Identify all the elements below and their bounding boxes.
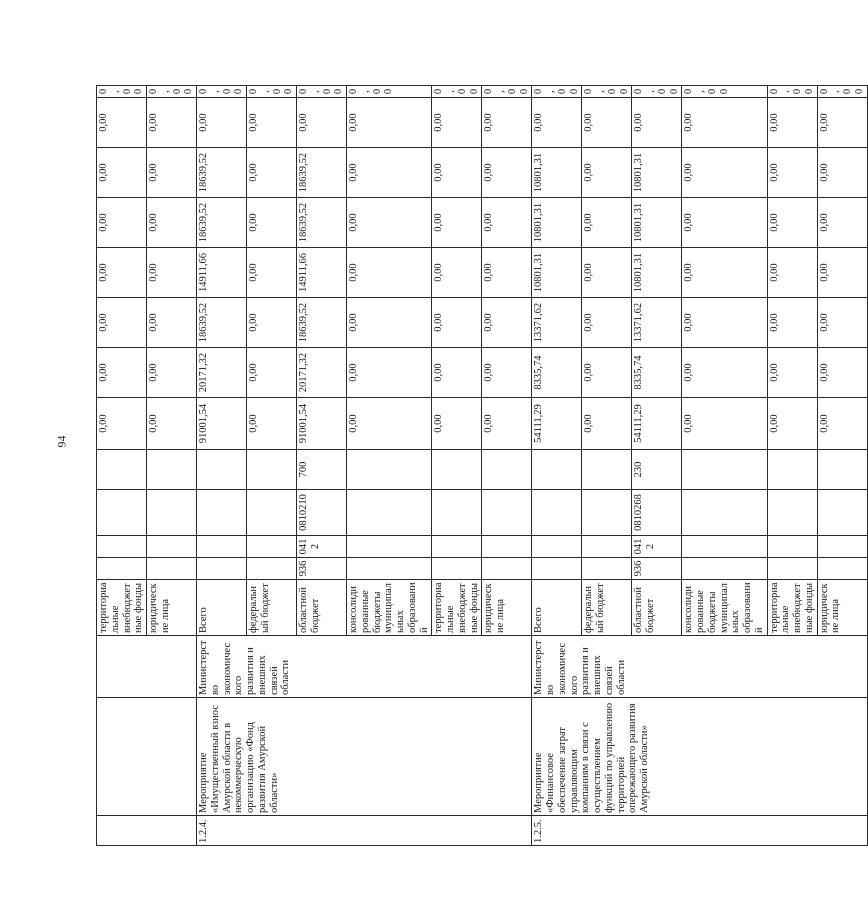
table-row	[97, 86, 147, 846]
value-cell: 0,00	[817, 298, 867, 348]
vr-cell	[347, 450, 432, 490]
value-cell: 0,00	[247, 148, 297, 198]
value-cell: 0,00	[147, 348, 197, 398]
value-cell: 0,00	[347, 248, 432, 298]
value-cell: 0,00	[147, 298, 197, 348]
value-cell: 0,00	[632, 86, 682, 98]
value-cell: 0,00	[682, 86, 767, 98]
value-cell: 0,00	[147, 398, 197, 450]
rz-pr-cell	[582, 536, 632, 558]
csr-cell	[482, 490, 532, 536]
rz-pr-cell: 0412	[297, 536, 347, 558]
value-cell: 0,00	[432, 198, 482, 248]
value-cell: 0,00	[432, 148, 482, 198]
csr-cell	[582, 490, 632, 536]
rz-pr-cell	[347, 536, 432, 558]
funding-source-cell: юридические лица	[147, 580, 197, 636]
vr-cell: 230	[632, 450, 682, 490]
value-cell: 0,00	[582, 348, 632, 398]
value-cell: 0,00	[682, 398, 767, 450]
csr-cell	[97, 490, 147, 536]
value-cell: 0,00	[482, 148, 532, 198]
value-cell: 0,00	[817, 398, 867, 450]
value-cell: 0,00	[817, 198, 867, 248]
value-cell: 14911,66	[197, 248, 247, 298]
value-cell: 54111,29	[632, 398, 682, 450]
value-cell: 18639,52	[197, 148, 247, 198]
vr-cell	[582, 450, 632, 490]
rz-pr-cell	[532, 536, 582, 558]
value-cell: 0,00	[482, 348, 532, 398]
csr-cell	[147, 490, 197, 536]
rz-pr-cell	[767, 536, 817, 558]
value-cell: 10801,31	[532, 148, 582, 198]
vr-cell	[682, 450, 767, 490]
grbs-cell	[247, 558, 297, 580]
funding-source-cell: консолидированные бюджеты муниципальных образований	[347, 580, 432, 636]
row-number-cell: 1.2.5.	[532, 816, 867, 846]
value-cell: 0,00	[297, 98, 347, 148]
value-cell: 0,00	[347, 98, 432, 148]
csr-cell	[347, 490, 432, 536]
vr-cell	[97, 450, 147, 490]
value-cell: 0,00	[97, 348, 147, 398]
value-cell: 0,00	[682, 248, 767, 298]
value-cell: 0,00	[767, 148, 817, 198]
value-cell: 0,00	[247, 248, 297, 298]
value-cell: 0,00	[347, 298, 432, 348]
value-cell: 0,00	[817, 98, 867, 148]
grbs-cell	[197, 558, 247, 580]
funding-source-cell: федеральный бюджет	[582, 580, 632, 636]
value-cell: 10801,31	[632, 198, 682, 248]
csr-cell	[682, 490, 767, 536]
value-cell: 0,00	[817, 86, 867, 98]
value-cell: 0,00	[97, 148, 147, 198]
value-cell: 0,00	[247, 298, 297, 348]
value-cell: 0,00	[817, 148, 867, 198]
page-number: 94	[54, 435, 69, 448]
measure-name-cell: Мероприятие «Финансовое обеспечение затрат управляющим компаниям в связи с осуществлением функций по управлению территорией опережающего развития Амурской области»	[532, 698, 867, 816]
csr-cell	[197, 490, 247, 536]
rz-pr-cell	[817, 536, 867, 558]
value-cell: 0,00	[532, 98, 582, 148]
value-cell: 0,00	[482, 298, 532, 348]
grbs-cell	[682, 558, 767, 580]
value-cell: 0,00	[682, 298, 767, 348]
value-cell: 0,00	[482, 98, 532, 148]
value-cell: 0,00	[347, 148, 432, 198]
csr-cell	[432, 490, 482, 536]
value-cell: 0,00	[582, 86, 632, 98]
budget-table	[96, 85, 868, 846]
value-cell: 0,00	[247, 198, 297, 248]
value-cell: 0,00	[432, 98, 482, 148]
value-cell: 0,00	[197, 98, 247, 148]
value-cell: 18639,52	[297, 198, 347, 248]
vr-cell	[432, 450, 482, 490]
value-cell: 0,00	[147, 148, 197, 198]
funding-source-cell: юридические лица	[482, 580, 532, 636]
value-cell: 0,00	[482, 398, 532, 450]
value-cell: 0,00	[247, 398, 297, 450]
value-cell: 0,00	[482, 198, 532, 248]
grbs-cell	[482, 558, 532, 580]
value-cell: 0,00	[582, 248, 632, 298]
executor-cell: Министерство экономического развития и внешних связей области	[532, 636, 867, 698]
row-number-cell: 1.2.4.	[197, 816, 532, 846]
value-cell: 0,00	[767, 198, 817, 248]
value-cell: 13371,62	[532, 298, 582, 348]
value-cell: 0,00	[682, 148, 767, 198]
grbs-cell: 936	[632, 558, 682, 580]
value-cell: 91001,54	[197, 398, 247, 450]
value-cell: 0,00	[147, 198, 197, 248]
value-cell: 0,00	[347, 86, 432, 98]
value-cell: 0,00	[582, 98, 632, 148]
value-cell: 0,00	[97, 298, 147, 348]
vr-cell	[532, 450, 582, 490]
value-cell: 0,00	[97, 98, 147, 148]
value-cell: 18639,52	[197, 198, 247, 248]
value-cell: 0,00	[582, 198, 632, 248]
rz-pr-cell: 0412	[632, 536, 682, 558]
value-cell: 18639,52	[197, 298, 247, 348]
value-cell: 0,00	[247, 348, 297, 398]
funding-source-cell: территориальные внебюджетные фонды	[767, 580, 817, 636]
value-cell: 0,00	[767, 98, 817, 148]
value-cell: 91001,54	[297, 398, 347, 450]
value-cell: 0,00	[767, 398, 817, 450]
value-cell: 0,00	[97, 398, 147, 450]
value-cell: 13371,62	[632, 298, 682, 348]
value-cell: 8335,74	[532, 348, 582, 398]
vr-cell	[817, 450, 867, 490]
value-cell: 8335,74	[632, 348, 682, 398]
value-cell: 0,00	[482, 248, 532, 298]
funding-source-cell: федеральный бюджет	[247, 580, 297, 636]
executor-cell	[97, 636, 197, 698]
value-cell: 0,00	[767, 348, 817, 398]
value-cell: 0,00	[432, 398, 482, 450]
vr-cell	[767, 450, 817, 490]
table-row	[197, 86, 247, 846]
value-cell: 0,00	[582, 148, 632, 198]
rz-pr-cell	[97, 536, 147, 558]
value-cell: 10801,31	[532, 198, 582, 248]
value-cell: 0,00	[247, 86, 297, 98]
value-cell: 0,00	[817, 348, 867, 398]
funding-source-cell: территориальные внебюджетные фонды	[97, 580, 147, 636]
grbs-cell	[97, 558, 147, 580]
vr-cell	[147, 450, 197, 490]
value-cell: 10801,31	[532, 248, 582, 298]
value-cell: 0,00	[767, 298, 817, 348]
row-number-cell	[97, 816, 197, 846]
grbs-cell	[817, 558, 867, 580]
value-cell: 0,00	[532, 86, 582, 98]
value-cell: 0,00	[97, 198, 147, 248]
grbs-cell	[347, 558, 432, 580]
table-body	[97, 86, 868, 846]
value-cell: 0,00	[582, 398, 632, 450]
value-cell: 10801,31	[632, 248, 682, 298]
value-cell: 0,00	[482, 86, 532, 98]
value-cell: 0,00	[97, 248, 147, 298]
csr-cell: 0810268	[632, 490, 682, 536]
value-cell: 20171,32	[297, 348, 347, 398]
grbs-cell	[532, 558, 582, 580]
executor-cell: Министерство экономического развития и внешних связей области	[197, 636, 532, 698]
value-cell: 0,00	[147, 248, 197, 298]
grbs-cell	[767, 558, 817, 580]
funding-source-cell: Всего	[532, 580, 582, 636]
value-cell: 0,00	[347, 198, 432, 248]
rz-pr-cell	[682, 536, 767, 558]
measure-name-cell: Мероприятие «Имущественный взнос Амурской области в некоммерческую организацию «Фонд развития Амурской области»	[197, 698, 532, 816]
csr-cell: 0810210	[297, 490, 347, 536]
value-cell: 0,00	[147, 98, 197, 148]
value-cell: 0,00	[682, 198, 767, 248]
csr-cell	[817, 490, 867, 536]
value-cell: 0,00	[432, 298, 482, 348]
value-cell: 20171,32	[197, 348, 247, 398]
rz-pr-cell	[147, 536, 197, 558]
funding-source-cell: территориальные внебюджетные фонды	[432, 580, 482, 636]
value-cell: 14911,66	[297, 248, 347, 298]
value-cell: 0,00	[347, 348, 432, 398]
csr-cell	[247, 490, 297, 536]
value-cell: 0,00	[432, 86, 482, 98]
value-cell: 0,00	[197, 86, 247, 98]
value-cell: 0,00	[682, 348, 767, 398]
grbs-cell	[432, 558, 482, 580]
value-cell: 0,00	[147, 86, 197, 98]
table-row	[532, 86, 582, 846]
value-cell: 0,00	[767, 86, 817, 98]
funding-source-cell: Всего	[197, 580, 247, 636]
vr-cell	[247, 450, 297, 490]
value-cell: 0,00	[432, 248, 482, 298]
rz-pr-cell	[247, 536, 297, 558]
value-cell: 0,00	[767, 248, 817, 298]
rz-pr-cell	[482, 536, 532, 558]
csr-cell	[767, 490, 817, 536]
funding-source-cell: областной бюджет	[297, 580, 347, 636]
value-cell: 18639,52	[297, 298, 347, 348]
value-cell: 0,00	[632, 98, 682, 148]
value-cell: 0,00	[97, 86, 147, 98]
funding-source-cell: консолидированные бюджеты муниципальных образований	[682, 580, 767, 636]
value-cell: 0,00	[432, 348, 482, 398]
value-cell: 18639,52	[297, 148, 347, 198]
csr-cell	[532, 490, 582, 536]
value-cell: 0,00	[347, 398, 432, 450]
grbs-cell	[147, 558, 197, 580]
funding-source-cell: юридические лица	[817, 580, 867, 636]
grbs-cell	[582, 558, 632, 580]
value-cell: 0,00	[817, 248, 867, 298]
value-cell: 0,00	[297, 86, 347, 98]
vr-cell	[482, 450, 532, 490]
measure-name-cell	[97, 698, 197, 816]
rz-pr-cell	[197, 536, 247, 558]
vr-cell: 700	[297, 450, 347, 490]
vr-cell	[197, 450, 247, 490]
value-cell: 54111,29	[532, 398, 582, 450]
funding-source-cell: областной бюджет	[632, 580, 682, 636]
rz-pr-cell	[432, 536, 482, 558]
rotated-budget-table	[96, 86, 865, 846]
value-cell: 10801,31	[632, 148, 682, 198]
grbs-cell: 936	[297, 558, 347, 580]
value-cell: 0,00	[582, 298, 632, 348]
value-cell: 0,00	[682, 98, 767, 148]
value-cell: 0,00	[247, 98, 297, 148]
